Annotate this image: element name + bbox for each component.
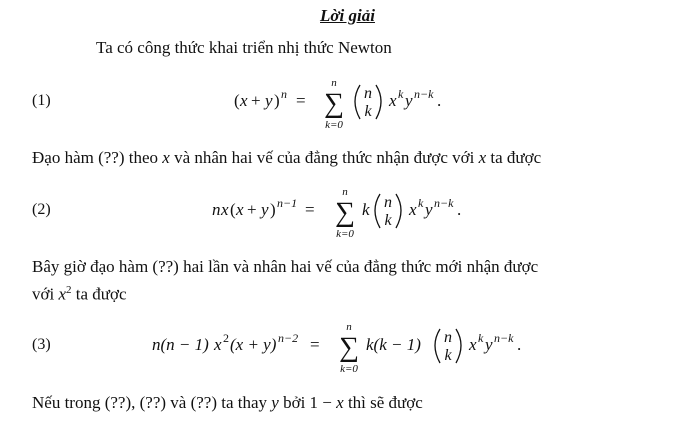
eq1-term-y-exp: n−k — [414, 87, 434, 101]
sum-icon: ∑ — [335, 197, 355, 228]
eq1-period: . — [437, 91, 442, 110]
eq2-sum-upper: n — [342, 186, 348, 198]
eq1-equals: = — [296, 91, 306, 110]
right-paren-icon — [456, 329, 461, 363]
eq2-var-y: y — [261, 200, 269, 219]
para3-var: x — [58, 284, 67, 304]
eq3-term-y-exp: n−k — [494, 331, 514, 345]
paragraph-4 — [32, 393, 423, 413]
eq2-period: . — [457, 200, 462, 219]
para4-text-3: thì sẽ được — [343, 393, 423, 412]
eq2-term-y-exp: n−k — [434, 196, 454, 210]
eq3-equals: = — [310, 335, 320, 354]
para4-text-1: Nếu trong (??), (??) và (??) ta thay — [32, 393, 272, 412]
eq3-term-x-exp: k — [478, 331, 484, 345]
eq1-term-x: x — [389, 91, 397, 110]
eq1-binom-top: n — [364, 85, 372, 102]
equation-2 — [208, 181, 478, 243]
eq3-sum-lower: k=0 — [340, 363, 358, 375]
paragraph-3-line-2 — [32, 284, 127, 305]
eq3-binom-bottom: k — [444, 347, 452, 364]
eq3-sum-upper: n — [346, 321, 352, 333]
eq1-plus: + — [251, 91, 261, 110]
sum-icon: ∑ — [339, 332, 359, 363]
para2-text-3: ta được — [486, 148, 542, 167]
para4-var-1: y — [271, 393, 279, 412]
para2-var-2: x — [478, 148, 487, 167]
equation-3-label: (3) — [32, 336, 51, 353]
eq2-term-y: y — [425, 200, 433, 219]
eq2-binom-top: n — [384, 194, 392, 211]
eq1-var-y: y — [265, 91, 273, 110]
right-paren-icon — [376, 85, 381, 119]
eq1-term-x-exp: k — [398, 87, 404, 101]
left-paren-icon — [435, 329, 440, 363]
eq3-binom-top: n — [444, 329, 452, 346]
equation-3 — [150, 316, 530, 378]
eq1-sum-lower: k=0 — [325, 119, 343, 131]
right-paren-icon — [396, 194, 401, 228]
left-paren-icon — [355, 85, 360, 119]
para2-text-2: và nhân hai vế của đẳng thức nhận được với — [169, 148, 479, 167]
para2-text-1: Đạo hàm (??) theo — [32, 148, 163, 167]
eq2-coef-k: k — [362, 200, 370, 219]
equation-1-label: (1) — [32, 92, 51, 109]
eq2-term-x: x — [409, 200, 417, 219]
eq3-term-x: x — [469, 335, 477, 354]
eq2-term-x-exp: k — [418, 196, 424, 210]
eq1-open-paren: ( — [234, 91, 240, 110]
para3-text-2: ta được — [71, 284, 127, 304]
eq3-group: (x + y) — [230, 335, 277, 354]
eq2-open-paren: ( — [230, 200, 236, 219]
eq1-sum-upper: n — [331, 77, 337, 89]
eq1-exponent: n — [281, 87, 287, 101]
eq3-prefix: n(n − 1) — [152, 335, 209, 354]
paragraph-2 — [32, 148, 541, 168]
eq3-coef: k(k − 1) — [366, 335, 421, 354]
eq3-exponent: n−2 — [278, 331, 299, 345]
page-title: Lời giải — [320, 6, 375, 25]
eq2-var-x: x — [236, 200, 244, 219]
eq1-var-x: x — [240, 91, 248, 110]
para3-exp: 2 — [66, 284, 72, 296]
para3-text-1: với — [32, 284, 59, 304]
equation-2-label: (2) — [32, 201, 51, 218]
eq3-x: x — [214, 335, 222, 354]
equation-1 — [230, 72, 470, 134]
eq1-term-y: y — [405, 91, 413, 110]
eq2-binom-bottom: k — [384, 212, 392, 229]
eq3-term-y: y — [485, 335, 493, 354]
eq2-exponent: n−1 — [277, 196, 298, 210]
eq3-x-exp: 2 — [223, 331, 229, 345]
eq2-equals: = — [305, 200, 315, 219]
paragraph-3-line-1: Bây giờ đạo hàm (??) hai lần và nhân hai vế của đẳng thức mới nhận được — [32, 257, 539, 276]
eq1-close-paren: ) — [274, 91, 280, 110]
eq2-coef-x: x — [221, 200, 229, 219]
intro-paragraph: Ta có công thức khai triển nhị thức Newton — [96, 38, 392, 57]
eq2-plus: + — [247, 200, 257, 219]
eq2-sum-lower: k=0 — [336, 228, 354, 240]
eq2-close-paren: ) — [270, 200, 276, 219]
left-paren-icon — [375, 194, 380, 228]
para4-text-2: bởi 1 − — [278, 393, 337, 412]
eq2-coef-n: n — [212, 200, 221, 219]
para2-var-1: x — [162, 148, 170, 167]
para4-var-2: x — [336, 393, 344, 412]
eq3-period: . — [517, 335, 522, 354]
eq1-binom-bottom: k — [364, 103, 372, 120]
sum-icon: ∑ — [324, 88, 344, 119]
